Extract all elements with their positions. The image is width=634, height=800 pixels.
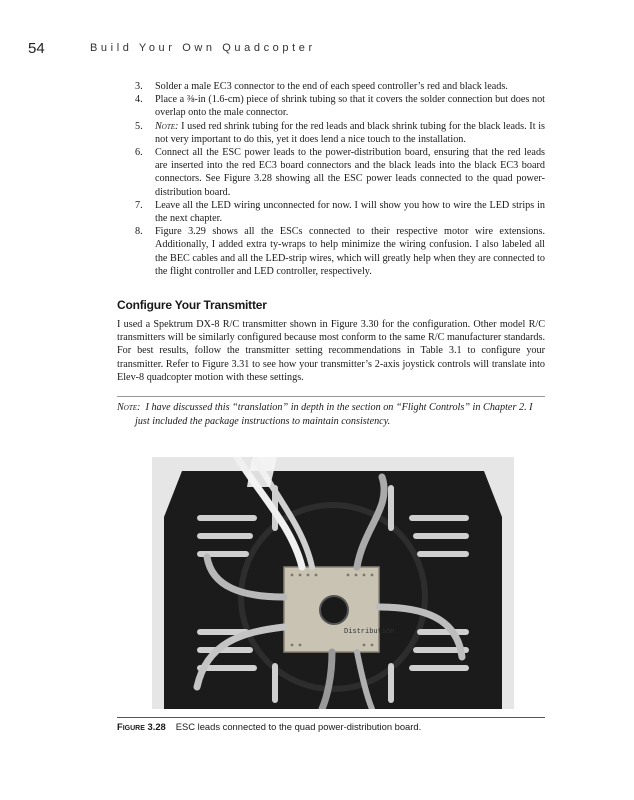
step-text: I used red shrink tubing for the red leads and black shrink tubing for the black leads. It is not very important to do this, yet it does lend a nice touch to the installation. [155,120,545,145]
note-text: I have discussed this “translation” in depth in the section on “Flight Controls” in Chapter 2. I just included the package instructions to maintain consistency. [135,402,533,427]
page-number: 54 [28,40,45,57]
step-text: Figure 3.29 shows all the ESCs connected to their respective motor wire extensions. Additionally, I added extra ty-wraps to help minimize the wiring confusion. I also labeled all the BEC cables and all the LED-strip wires, which will greatly help when they are connected to the flight controller and LED controller, respectively. [155,226,545,277]
step-text: Connect all the ESC power leads to the power-distribution board, ensuring that the red leads are inserted into the red EC3 board connectors and the black leads into the black EC3 board connectors. See Figure 3.28 showing all the ESC power leads connected to the quad power-distribution board. [155,147,545,198]
note-block [117,401,545,429]
step-number: 5. [135,120,143,132]
figure-photo [152,457,514,709]
step-number: 3. [135,81,143,92]
step-number: 8. [135,226,143,238]
note-label: Note: [117,402,141,413]
esc-wiring-photo [152,457,514,709]
step-text: Solder a male EC3 connector to the end of each speed controller’s red and black leads. [155,81,508,92]
figure-caption [117,721,421,732]
step-item [117,120,545,146]
board-label: Distribution [344,628,395,636]
caption-text: ESC leads connected to the quad power-distribution board. [175,721,422,732]
step-item [117,80,545,93]
step-number: 4. [135,94,143,106]
page-header [28,40,618,62]
step-number: 7. [135,199,143,211]
instruction-steps [117,80,545,278]
step-number: 6. [135,147,143,159]
section-body: I used a Spektrum DX-8 R/C transmitter shown in Figure 3.30 for the configuration. Other model R/C transmitters will be similarly configured because most conform to the same R/C manufacturer standards. For best results, follow the transmitter setting recommendations in Table 3.1 to configure your transmitter. Refer to Figure 3.31 to see how your transmitter’s 2-axis joystick controls will translate into Elev-8 quadcopter motion with these settings. [117,319,545,383]
figure-label: Figure 3.28 [117,721,166,732]
step-note-label: Note: [155,120,179,132]
step-text: Place a ⅜-in (1.6-cm) piece of shrink tubing so that it covers the solder connection but does not overlap onto the male connector. [155,94,545,119]
section-heading: Configure Your Transmitter [117,298,267,312]
step-item [117,93,545,119]
running-title: Build Your Own Quadcopter [90,42,316,54]
note-divider [117,396,545,397]
step-item [117,225,545,278]
step-item [117,199,545,225]
caption-divider [117,717,545,718]
step-item [117,146,545,199]
step-text: Leave all the LED wiring unconnected for now. I will show you how to wire the LED strips in the next chapter. [155,199,545,225]
